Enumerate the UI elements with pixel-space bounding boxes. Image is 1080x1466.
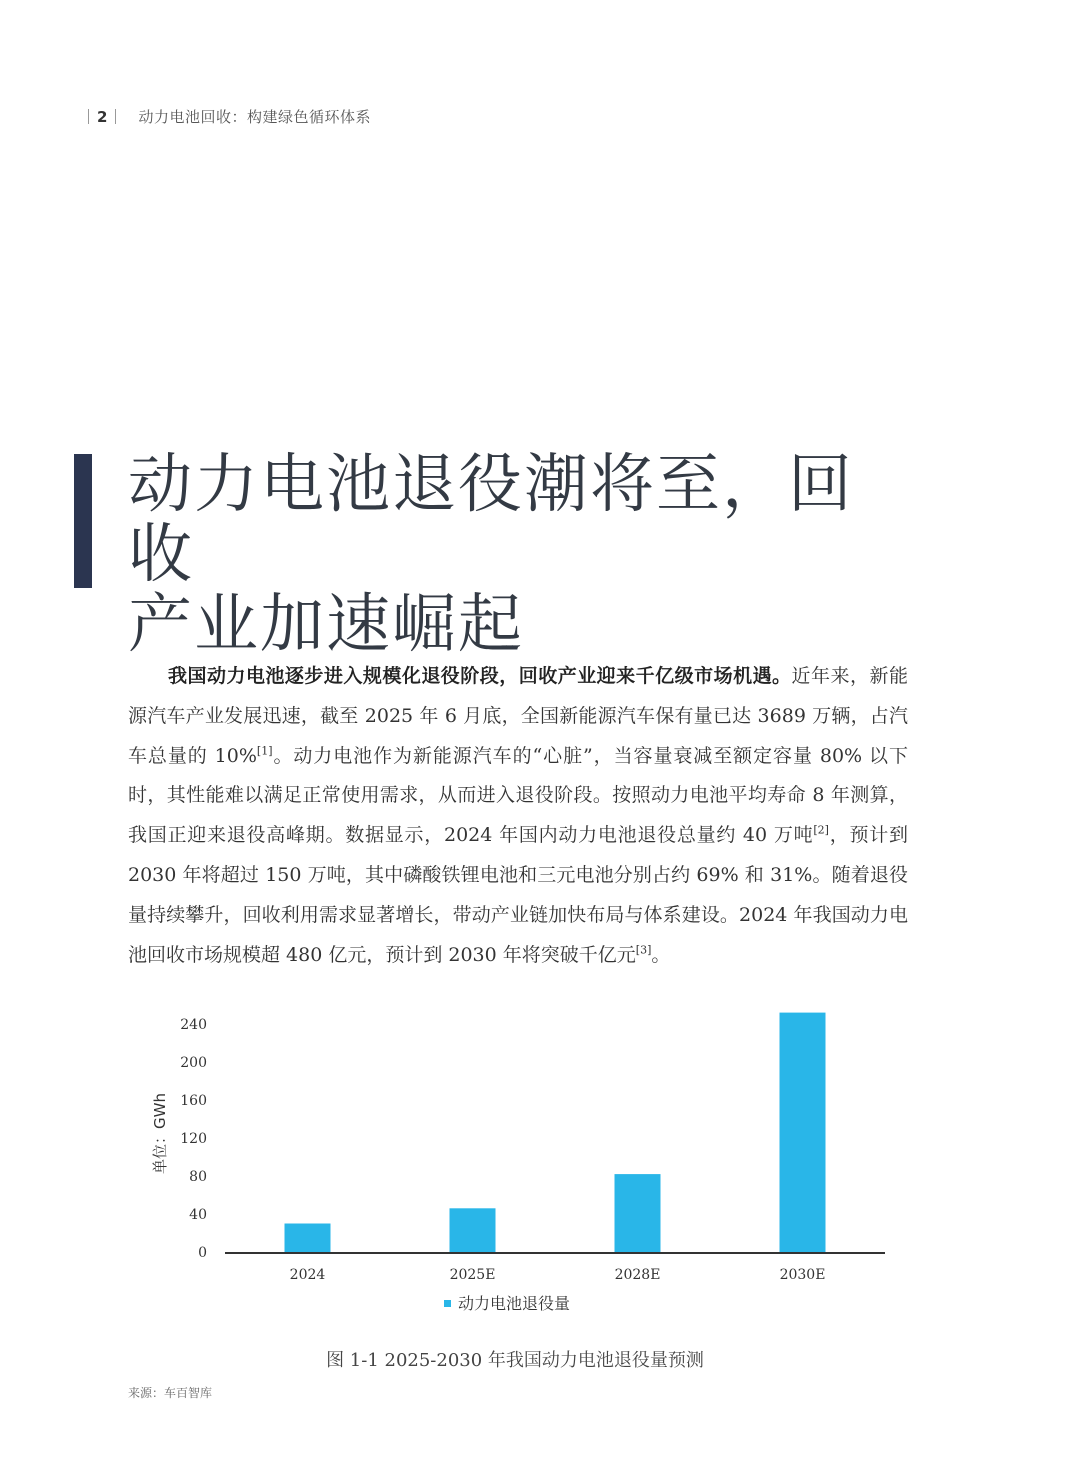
paragraph	[128, 657, 908, 975]
header-divider	[115, 109, 116, 124]
paragraph-segment: 。	[651, 943, 671, 966]
section-title	[128, 450, 908, 660]
page-number: 2	[97, 107, 108, 126]
bar-2025E	[450, 1208, 496, 1252]
y-tick-label: 80	[189, 1169, 207, 1185]
section-title-line-1: 动力电池退役潮将至，回收	[128, 448, 854, 592]
legend-swatch	[444, 1300, 451, 1307]
legend-label: 动力电池退役量	[458, 1294, 571, 1313]
figure-source: 来源：车百智库	[128, 1386, 213, 1400]
figure-caption: 图 1-1 2025-2030 年我国动力电池退役量预测	[326, 1350, 704, 1371]
running-title: 动力电池回收：构建绿色循环体系	[138, 108, 371, 126]
section-title-block	[74, 450, 908, 660]
bar-chart	[140, 995, 910, 1335]
x-tick-label: 2030E	[779, 1267, 826, 1283]
x-tick-label: 2024	[289, 1267, 326, 1283]
y-tick-label: 120	[180, 1131, 207, 1147]
y-tick-label: 240	[180, 1017, 207, 1033]
y-tick-label: 160	[180, 1093, 207, 1109]
body-paragraph	[128, 657, 908, 975]
bar-2030E	[780, 1013, 826, 1252]
chart-svg	[140, 995, 910, 1335]
reference-3[interactable]: [3]	[635, 943, 652, 957]
lead-sentence: 我国动力电池逐步进入规模化退役阶段，回收产业迎来千亿级市场机遇。	[168, 665, 792, 687]
paragraph-segment: ，预计到 2030 年将超过 150 万吨，其中磷酸铁锂电池和三元电池分别占约 69% 和 31%。随着退役量持续攀升，回收利用需求显著增长，带动产业链加快布局与体系建设。2024 年我国动力电池回收市场规模超 480 亿元，预计到 2030 年将突破千亿元	[128, 824, 908, 966]
reference-1[interactable]: [1]	[256, 744, 273, 758]
y-tick-label: 40	[189, 1207, 207, 1223]
running-header	[80, 106, 371, 127]
reference-2[interactable]: [2]	[813, 823, 829, 837]
section-title-line-2: 产业加速崛起	[128, 588, 524, 662]
y-tick-label: 0	[198, 1245, 207, 1261]
y-tick-label: 200	[180, 1055, 207, 1071]
title-accent-bar	[74, 454, 92, 588]
header-divider	[88, 109, 89, 124]
x-tick-label: 2025E	[449, 1267, 496, 1283]
bar-2024	[285, 1224, 331, 1253]
paragraph-segment: 。动力电池作为新能源汽车的“心脏”，当容量衰减至额定容量 80% 以下时，其性能难以满足正常使用需求，从而进入退役阶段。按照动力电池平均寿命 8 年测算，我国正迎来退役高峰期。数据显示，2024 年国内动力电池退役总量约 40 万吨	[128, 744, 908, 847]
bar-2028E	[615, 1174, 661, 1252]
x-tick-label: 2028E	[614, 1267, 661, 1283]
y-axis-label: 单位：GWh	[151, 1093, 169, 1174]
paragraph-segment: 近年来，新能源汽车产业发展迅速，截至 2025 年 6 月底，全国新能源汽车保有量已达 3689 万辆，占汽车总量的 10%	[128, 665, 908, 767]
